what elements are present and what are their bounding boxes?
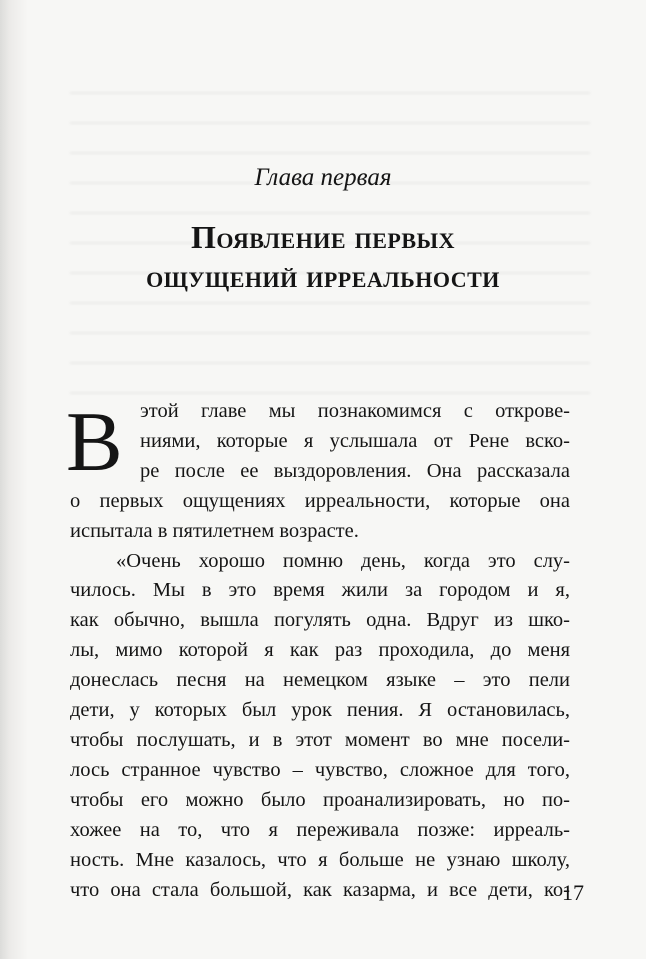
- text-line: донеслась песня на немецком языке – это пели: [70, 669, 570, 692]
- page-number: 17: [562, 880, 584, 905]
- chapter-label: Глава первая: [254, 164, 392, 191]
- text-line: «Очень хорошо помню день, когда это слу-: [116, 549, 570, 572]
- chapter-title: [0, 218, 646, 296]
- text-line: этой главе мы познакомимся с открове-: [140, 400, 570, 422]
- text-line: о первых ощущениях ирреальности, которые она: [70, 489, 570, 512]
- body-text: [66, 395, 570, 905]
- text-line: чилось. Мы в это время жили за городом и я,: [70, 579, 570, 602]
- text-line: дети, у которых был урок пения. Я остановилась,: [70, 699, 570, 722]
- text-line: испытала в пятилетнем возрасте.: [70, 519, 359, 542]
- first-paragraph: [66, 395, 570, 547]
- text-line: что она стала большой, как казарма, и все дети, ко-: [70, 878, 570, 901]
- chapter-title-line-2: ощущений ирреальности: [146, 258, 500, 294]
- drop-cap: В: [66, 395, 123, 489]
- second-paragraph: [70, 547, 570, 906]
- text-line: как обычно, вышла погулять одна. Вдруг из шко-: [70, 609, 570, 632]
- chapter-title-line-1: Появление первых: [191, 219, 455, 255]
- text-line: хожее на то, что я переживала позже: ирреаль-: [70, 818, 570, 841]
- text-line: лось странное чувство – чувство, сложное для того,: [70, 758, 570, 781]
- text-line: лы, мимо которой я как раз проходила, до меня: [70, 639, 570, 662]
- text-line: ре после ее выздоровления. Она рассказала: [140, 459, 570, 482]
- text-line: ниями, которые я услышала от Рене вско-: [140, 429, 570, 452]
- text-line: чтобы его можно было проанализировать, но по-: [70, 788, 570, 811]
- text-line: чтобы послушать, и в этот момент во мне посели-: [70, 728, 570, 751]
- text-line: ность. Мне казалось, что я больше не узнаю школу,: [70, 848, 570, 871]
